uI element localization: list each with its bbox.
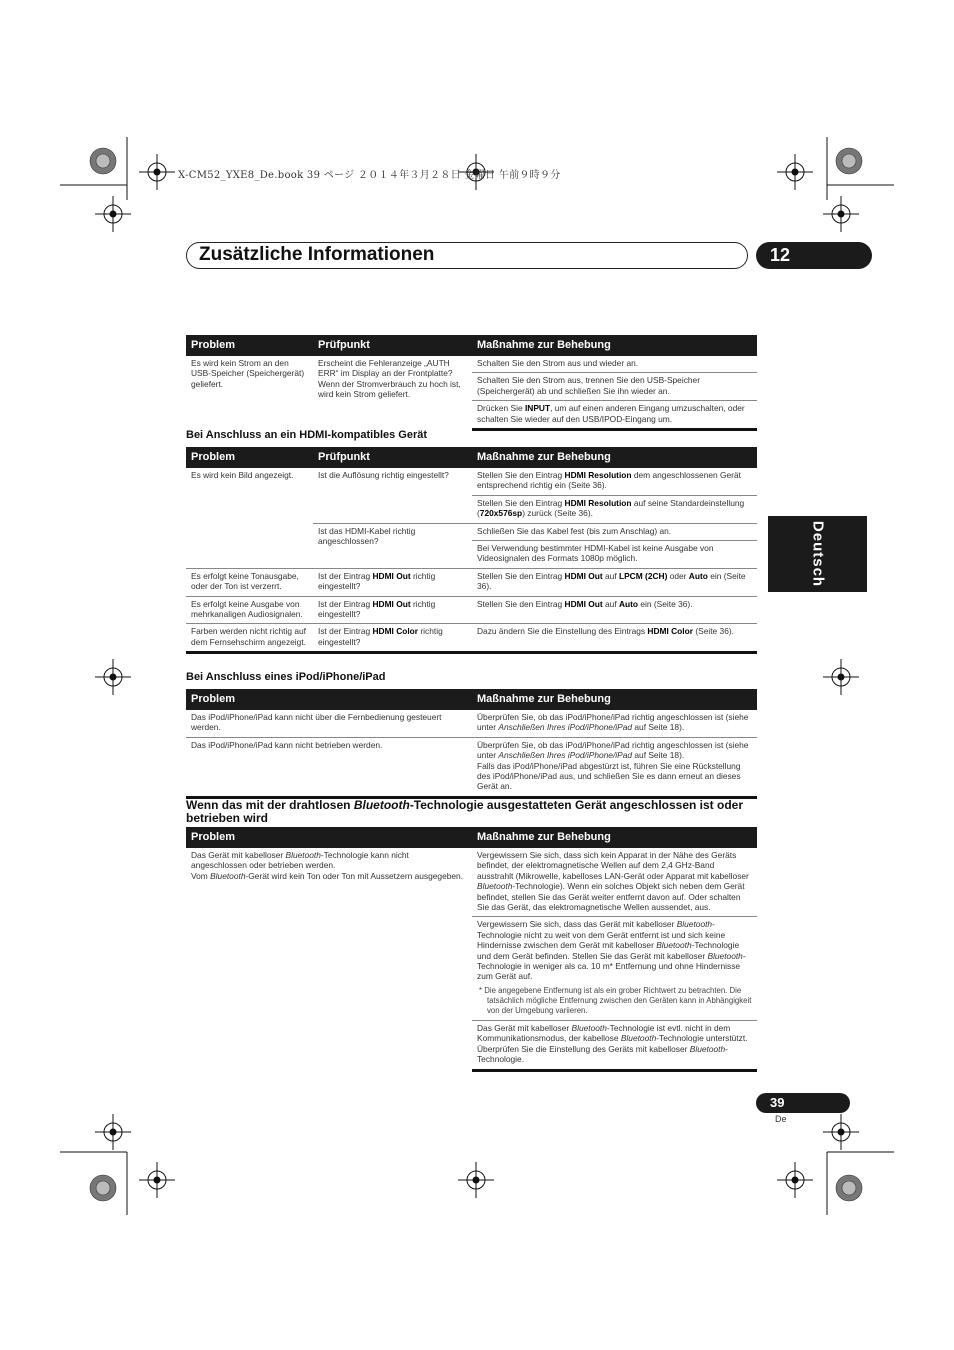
problem-cell: Das iPod/iPhone/iPad kann nicht über die Fernbedienung gesteuert werden.	[191, 712, 442, 733]
problem-cell: Das Gerät mit kabelloser Bluetooth-Technologie kann nicht angeschlossen oder betrieben werden. Vom Bluetooth-Gerät wird kein Ton oder Ton mit Aussetzern ausgegeben.	[191, 850, 464, 881]
table-row	[186, 568, 757, 596]
check-cell: Ist das HDMI-Kabel richtig angeschlossen?	[313, 523, 472, 568]
solution-cell: Schalten Sie den Strom aus und wieder an.	[477, 358, 639, 368]
solution-cell: Vergewissern Sie sich, dass sich kein Apparat in der Nähe des Geräts befindet, der elektromagnetische Wellen auf dem 2,4 GHz-Band ausstrahlt (Mikrowelle, kabelloses LAN-Gerät oder Apparat mit kabelloser Bluetooth-Technologie). Wenn ein solches Objekt sich neben dem Gerät befindet, stellen Sie das Gerät weiter entfernt davon auf. Oder schalten Sie das Gerät, das elektromagnetische Wellen aussendet, aus.	[477, 850, 749, 913]
solution-cell: Stellen Sie den Eintrag HDMI Resolution auf seine Standardeinstellung (720x576sp) zurück (Seite 36).	[472, 495, 757, 523]
column-header-problem: Problem	[186, 447, 313, 468]
chapter-number: 12	[756, 242, 872, 269]
page-number: 39	[756, 1093, 850, 1113]
problem-cell: Es wird kein Bild angezeigt.	[191, 470, 294, 480]
section-heading-ipod: Bei Anschluss eines iPod/iPhone/iPad	[186, 671, 386, 683]
table-row	[186, 468, 757, 495]
chapter-title: Zusätzliche Informationen	[199, 244, 435, 265]
solution-cell: Überprüfen Sie, ob das iPod/iPhone/iPad richtig angeschlossen ist (siehe unter Anschließen Ihres iPod/iPhone/iPad auf Seite 18).	[477, 712, 749, 733]
column-header-problem: Problem	[186, 335, 313, 356]
column-header-check: Prüfpunkt	[313, 447, 472, 468]
solution-cell: Vergewissern Sie sich, dass das Gerät mit kabelloser Bluetooth-Technologie nicht zu weit von dem Gerät entfernt ist und sich keine Hindernisse zwischen dem Gerät mit kabelloser Bluetooth-Technologie und dem Gerät befinden. Stellen Sie das Gerät mit kabelloser Bluetooth-Technologie in weniger als ca. 10 m* Entfernung und ohne Hindernisse zum Gerät auf. * Die angegebene Entfernung ist als ein grober Richtwert zu betrachten. Die tatsächlich mögliche Entfernung zwischen den Geräten kann in Abhängigkeit von der Umgebung variieren.	[472, 917, 757, 1020]
ipod-troubleshooting-table	[186, 689, 757, 799]
table-row	[186, 737, 757, 797]
check-cell: Ist der Eintrag HDMI Color richtig eingestellt?	[313, 624, 472, 653]
table-row	[186, 624, 757, 653]
bluetooth-troubleshooting-table	[186, 827, 757, 1072]
check-cell: Erscheint die Fehleranzeige „AUTH ERR“ im Display an der Frontplatte? Wenn der Stromverbrauch zu hoch ist, wird kein Strom geliefert.	[318, 358, 461, 400]
column-header-problem: Problem	[186, 827, 472, 848]
solution-cell: Das Gerät mit kabelloser Bluetooth-Technologie ist evtl. nicht in dem Kommunikationsmodus, der kabellose Bluetooth-Technologie unterstützt. Überprüfen Sie die Einstellung des Geräts mit kabelloser Bluetooth-Technologie.	[472, 1020, 757, 1070]
solution-cell: Schließen Sie das Kabel fest (bis zum Anschlag) an.	[472, 523, 757, 540]
solution-cell: Stellen Sie den Eintrag HDMI Out auf Auto ein (Seite 36).	[472, 596, 757, 624]
language-tab-label: Deutsch	[809, 520, 826, 588]
table-row	[186, 356, 757, 373]
solution-cell: Stellen Sie den Eintrag HDMI Out auf LPCM (2CH) oder Auto ein (Seite 36).	[472, 568, 757, 596]
solution-cell: Überprüfen Sie, ob das iPod/iPhone/iPad richtig angeschlossen ist (siehe unter Anschließen Ihres iPod/iPhone/iPad auf Seite 18). Falls das iPod/iPhone/iPad abgestürzt ist, führen Sie eine Rückstellung des iPod/iPhone/iPad aus, und schließen Sie es dann erneut an dieses Gerät an.	[472, 737, 757, 797]
column-header-solution: Maßnahme zur Behebung	[472, 335, 757, 356]
language-tab	[768, 516, 867, 592]
usb-troubleshooting-table	[186, 335, 757, 431]
footnote: * Die angegebene Entfernung ist als ein grober Richtwert zu betrachten. Die tatsächlich mögliche Entfernung zwischen den Geräten kann in Abhängigkeit von der Umgebung variieren.	[479, 985, 752, 1015]
check-cell: Ist der Eintrag HDMI Out richtig eingestellt?	[313, 568, 472, 596]
hdmi-troubleshooting-table	[186, 447, 757, 654]
column-header-solution: Maßnahme zur Behebung	[472, 827, 757, 848]
table-row	[186, 848, 757, 917]
page-language: De	[775, 1114, 787, 1124]
solution-cell: Dazu ändern Sie die Einstellung des Eintrags HDMI Color (Seite 36).	[472, 624, 757, 653]
check-cell: Ist der Eintrag HDMI Out richtig eingestellt?	[313, 596, 472, 624]
column-header-solution: Maßnahme zur Behebung	[472, 689, 757, 710]
solution-cell: Stellen Sie den Eintrag HDMI Resolution dem angeschlossenen Gerät entsprechend richtig ein (Seite 36).	[477, 470, 741, 491]
problem-cell: Das iPod/iPhone/iPad kann nicht betrieben werden.	[186, 737, 472, 797]
solution-cell: Drücken Sie INPUT, um auf einen anderen Eingang umzuschalten, oder schalten Sie wieder auf den USB/IPOD-Eingang um.	[472, 401, 757, 430]
section-heading-bluetooth: Wenn das mit der drahtlosen Bluetooth-Technologie ausgestatteten Gerät angeschlossen ist oder betrieben wird	[186, 798, 744, 825]
section-heading-hdmi: Bei Anschluss an ein HDMI-kompatibles Gerät	[186, 429, 428, 441]
check-cell: Ist die Auflösung richtig eingestellt?	[318, 470, 449, 480]
problem-cell: Farben werden nicht richtig auf dem Fernsehschirm angezeigt.	[186, 624, 313, 653]
print-info-line: X-CM52_YXE8_De.book 39 ページ ２０１４年３月２８日 金曜日 午前９時９分	[178, 170, 561, 181]
table-row	[186, 596, 757, 624]
column-header-problem: Problem	[186, 689, 472, 710]
table-row	[186, 710, 757, 737]
problem-cell: Es erfolgt keine Ausgabe von mehrkanaligen Audiosignalen.	[186, 596, 313, 624]
problem-cell: Es wird kein Strom an den USB-Speicher (Speichergerät) geliefert.	[191, 358, 305, 389]
solution-cell: Bei Verwendung bestimmter HDMI-Kabel ist keine Ausgabe von Videosignalen des Formats 1080p möglich.	[472, 541, 757, 569]
column-header-check: Prüfpunkt	[313, 335, 472, 356]
column-header-solution: Maßnahme zur Behebung	[472, 447, 757, 468]
problem-cell: Es erfolgt keine Tonausgabe, oder der Ton ist verzerrt.	[186, 568, 313, 596]
solution-cell: Schalten Sie den Strom aus, trennen Sie den USB-Speicher (Speichergerät) ab und schließen Sie ihn wieder an.	[472, 373, 757, 401]
